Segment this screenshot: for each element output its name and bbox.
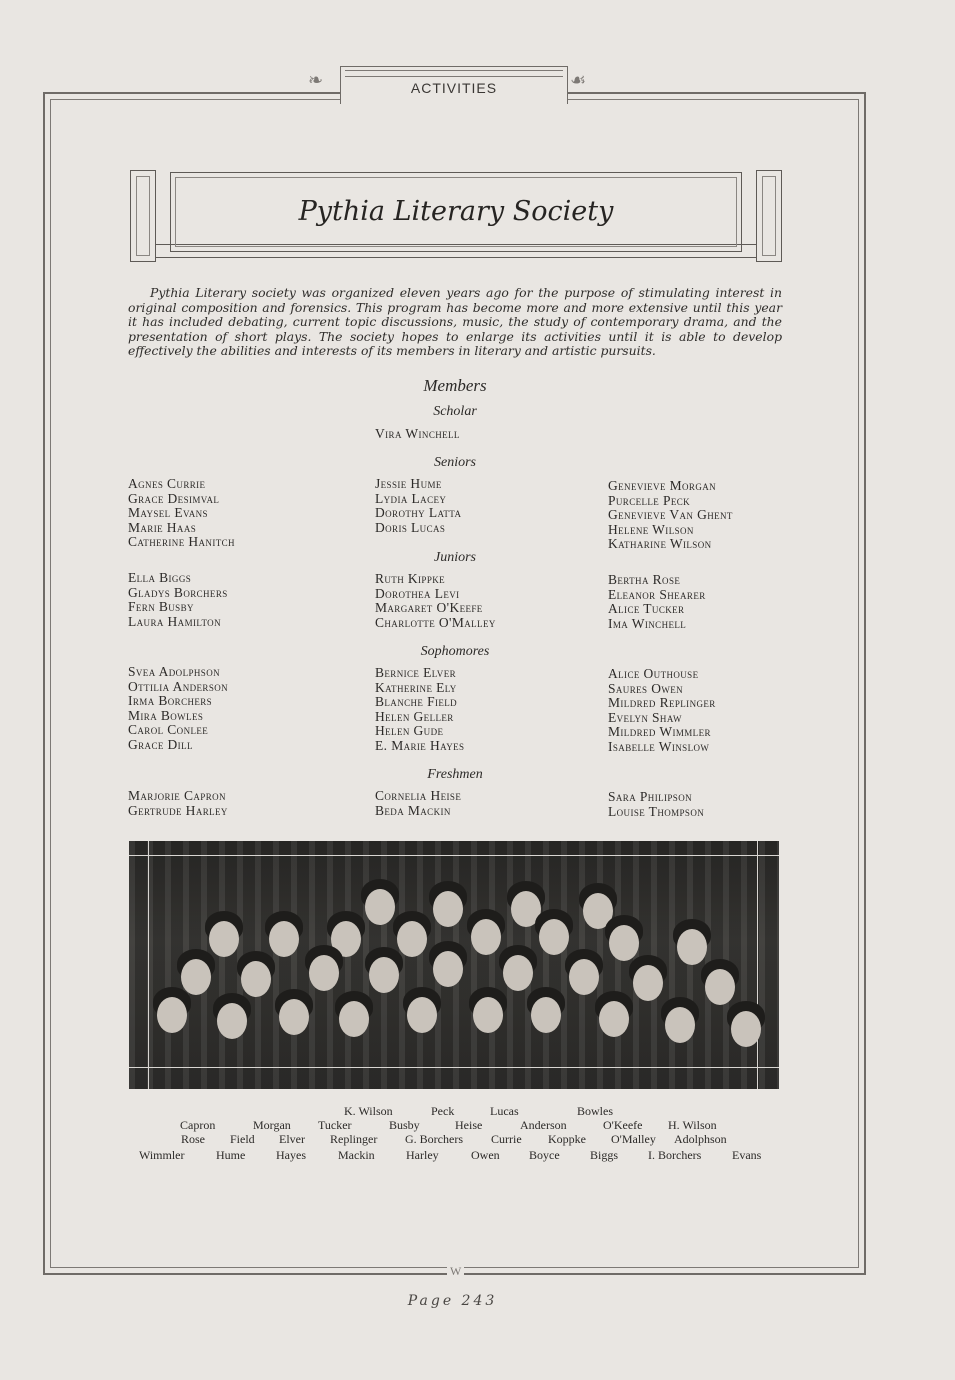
member-name: Helene Wilson xyxy=(608,521,694,537)
caption-name: Peck xyxy=(431,1104,455,1118)
page-title: Pythia Literary Society xyxy=(298,196,614,227)
member-name: Gertrude Harley xyxy=(128,802,228,818)
member-name: Mira Bowles xyxy=(128,707,204,723)
person xyxy=(269,921,299,957)
member-name: Dorothea Levi xyxy=(375,585,460,601)
freshmen-col-1 xyxy=(128,789,228,818)
member-name: Katherine Ely xyxy=(375,679,457,695)
member-name: Louise Thompson xyxy=(608,803,705,819)
member-name: Mildred Wimmler xyxy=(608,724,711,740)
seniors-col-2 xyxy=(375,477,461,535)
member-name: Katharine Wilson xyxy=(608,536,712,552)
person xyxy=(397,921,427,957)
person xyxy=(433,951,463,987)
caption-name: Rose xyxy=(181,1132,205,1146)
member-name: Jessie Hume xyxy=(375,476,442,491)
member-name: Doris Lucas xyxy=(375,519,446,535)
person xyxy=(569,959,599,995)
photo-frame-line xyxy=(129,1067,779,1068)
member-name: E. Marie Hayes xyxy=(375,737,465,753)
juniors-heading: Juniors xyxy=(434,550,476,565)
member-name: Margaret O'Keefe xyxy=(375,600,483,616)
caption-name: Adolphson xyxy=(674,1132,727,1146)
caption-name: Mackin xyxy=(338,1148,375,1162)
person xyxy=(433,891,463,927)
caption-name: Hayes xyxy=(276,1148,306,1162)
caption-name: Biggs xyxy=(590,1148,619,1162)
caption-name: Heise xyxy=(455,1118,483,1132)
member-name: Genevieve Morgan xyxy=(608,478,717,493)
member-name: Svea Adolphson xyxy=(128,664,220,679)
person xyxy=(665,1007,695,1043)
member-name: Grace Desimval xyxy=(128,490,220,506)
caption-name: Anderson xyxy=(520,1118,567,1132)
member-name: Laura Hamilton xyxy=(128,613,221,629)
caption-name: Field xyxy=(230,1132,255,1146)
member-name: Grace Dill xyxy=(128,736,193,752)
member-name: Agnes Currie xyxy=(128,476,206,491)
member-name: Charlotte O'Malley xyxy=(375,614,496,630)
member-name: Lydia Lacey xyxy=(375,490,447,506)
member-name: Marjorie Capron xyxy=(128,788,226,803)
member-name: Alice Outhouse xyxy=(608,666,699,681)
seniors-col-1 xyxy=(128,477,235,550)
person xyxy=(157,997,187,1033)
member-name: Dorothy Latta xyxy=(375,505,462,521)
caption-name: Boyce xyxy=(529,1148,560,1162)
member-name: Bernice Elver xyxy=(375,665,456,680)
member-name: Ima Winchell xyxy=(608,615,687,631)
caption-name: Busby xyxy=(389,1118,420,1132)
sophomores-col-2 xyxy=(375,666,464,754)
scholar-heading: Scholar xyxy=(433,404,477,419)
freshmen-col-2 xyxy=(375,789,461,818)
member-name: Gladys Borchers xyxy=(128,584,228,600)
member-name: Blanche Field xyxy=(375,694,458,710)
member-name: Genevieve Van Ghent xyxy=(608,507,733,523)
caption-name: Wimmler xyxy=(139,1148,185,1162)
person xyxy=(705,969,735,1005)
caption-name: O'Malley xyxy=(611,1132,656,1146)
scholar-list xyxy=(375,427,460,442)
person xyxy=(677,929,707,965)
freshmen-heading: Freshmen xyxy=(427,767,483,782)
sophomores-col-1 xyxy=(128,665,228,753)
person xyxy=(599,1001,629,1037)
scroll-ornament-left: ❧ xyxy=(308,70,324,90)
caption-name: Evans xyxy=(732,1148,762,1162)
member-name: Purcelle Peck xyxy=(608,492,691,508)
person xyxy=(471,919,501,955)
member-name: Cornelia Heise xyxy=(375,788,462,803)
person xyxy=(503,955,533,991)
member-name: Beda Mackin xyxy=(375,802,451,818)
caption-name: Currie xyxy=(491,1132,522,1146)
member-name: Mildred Replinger xyxy=(608,695,716,711)
caption-name: Owen xyxy=(471,1148,500,1162)
caption-name: Morgan xyxy=(253,1118,291,1132)
member-name: Vira Winchell xyxy=(375,426,460,441)
sophomores-col-3 xyxy=(608,667,716,755)
member-name: Carol Conlee xyxy=(128,722,209,738)
person xyxy=(181,959,211,995)
caption-name: G. Borchers xyxy=(405,1132,463,1146)
member-name: Bertha Rose xyxy=(608,572,681,587)
section-header: ACTIVITIES xyxy=(410,80,498,96)
caption-name: H. Wilson xyxy=(668,1118,717,1132)
person xyxy=(209,921,239,957)
person xyxy=(407,997,437,1033)
caption-name: Replinger xyxy=(330,1132,378,1146)
intro-paragraph: Pythia Literary society was organized eleven years ago for the purpose of stimulating interest in original composition and forensics. This program has become more and more extensive until this year it has included debating, current topic discussions, music, the study of contemporary drama, and the presentation of short plays. The society hopes to enlarge its activities until it is able to develop effectively the abilities and interests of its members in literary and artistic pursuits. xyxy=(128,285,782,359)
members-heading: Members xyxy=(423,376,487,395)
caption-name: I. Borchers xyxy=(648,1148,702,1162)
person xyxy=(365,889,395,925)
person xyxy=(609,925,639,961)
member-name: Isabelle Winslow xyxy=(608,738,710,754)
caption-name: Capron xyxy=(180,1118,216,1132)
seniors-col-3 xyxy=(608,479,733,552)
person xyxy=(539,919,569,955)
member-name: Helen Gude xyxy=(375,723,444,739)
member-name: Marie Haas xyxy=(128,519,197,535)
caption-name: O'Keefe xyxy=(603,1118,643,1132)
member-name: Ruth Kippke xyxy=(375,571,446,586)
person xyxy=(339,1001,369,1037)
member-name: Ottilia Anderson xyxy=(128,678,229,694)
caption-name: Bowles xyxy=(577,1104,613,1118)
person xyxy=(369,957,399,993)
member-name: Maysel Evans xyxy=(128,505,208,521)
person xyxy=(279,999,309,1035)
member-name: Alice Tucker xyxy=(608,601,685,617)
person xyxy=(473,997,503,1033)
person xyxy=(731,1011,761,1047)
sophomores-heading: Sophomores xyxy=(420,644,490,659)
caption-name: Tucker xyxy=(318,1118,352,1132)
page-number: Page 243 xyxy=(407,1293,498,1309)
member-name: Helen Geller xyxy=(375,708,454,724)
group-photo xyxy=(129,841,779,1089)
caption-name: Elver xyxy=(279,1132,305,1146)
caption-name: Lucas xyxy=(490,1104,519,1118)
caption-name: K. Wilson xyxy=(344,1104,393,1118)
member-name: Eleanor Shearer xyxy=(608,586,706,602)
person xyxy=(217,1003,247,1039)
member-name: Sara Philipson xyxy=(608,789,692,804)
scroll-ornament-right: ☙ xyxy=(570,70,587,90)
photo-frame-line xyxy=(757,841,758,1089)
caption-name: Koppke xyxy=(548,1132,586,1146)
member-name: Catherine Hanitch xyxy=(128,534,235,550)
person xyxy=(309,955,339,991)
member-name: Irma Borchers xyxy=(128,693,213,709)
member-name: Saures Owen xyxy=(608,680,684,696)
member-name: Fern Busby xyxy=(128,599,194,615)
seniors-heading: Seniors xyxy=(434,455,476,470)
footer-monogram: W xyxy=(447,1264,464,1279)
person xyxy=(531,997,561,1033)
freshmen-col-3 xyxy=(608,790,704,819)
juniors-col-2 xyxy=(375,572,496,630)
juniors-col-3 xyxy=(608,573,706,631)
member-name: Ella Biggs xyxy=(128,570,192,585)
person xyxy=(633,965,663,1001)
juniors-col-1 xyxy=(128,571,228,629)
caption-name: Harley xyxy=(406,1148,439,1162)
caption-name: Hume xyxy=(216,1148,246,1162)
person xyxy=(241,961,271,997)
photo-frame-line xyxy=(148,841,149,1089)
photo-frame-line xyxy=(129,855,779,856)
member-name: Evelyn Shaw xyxy=(608,709,682,725)
